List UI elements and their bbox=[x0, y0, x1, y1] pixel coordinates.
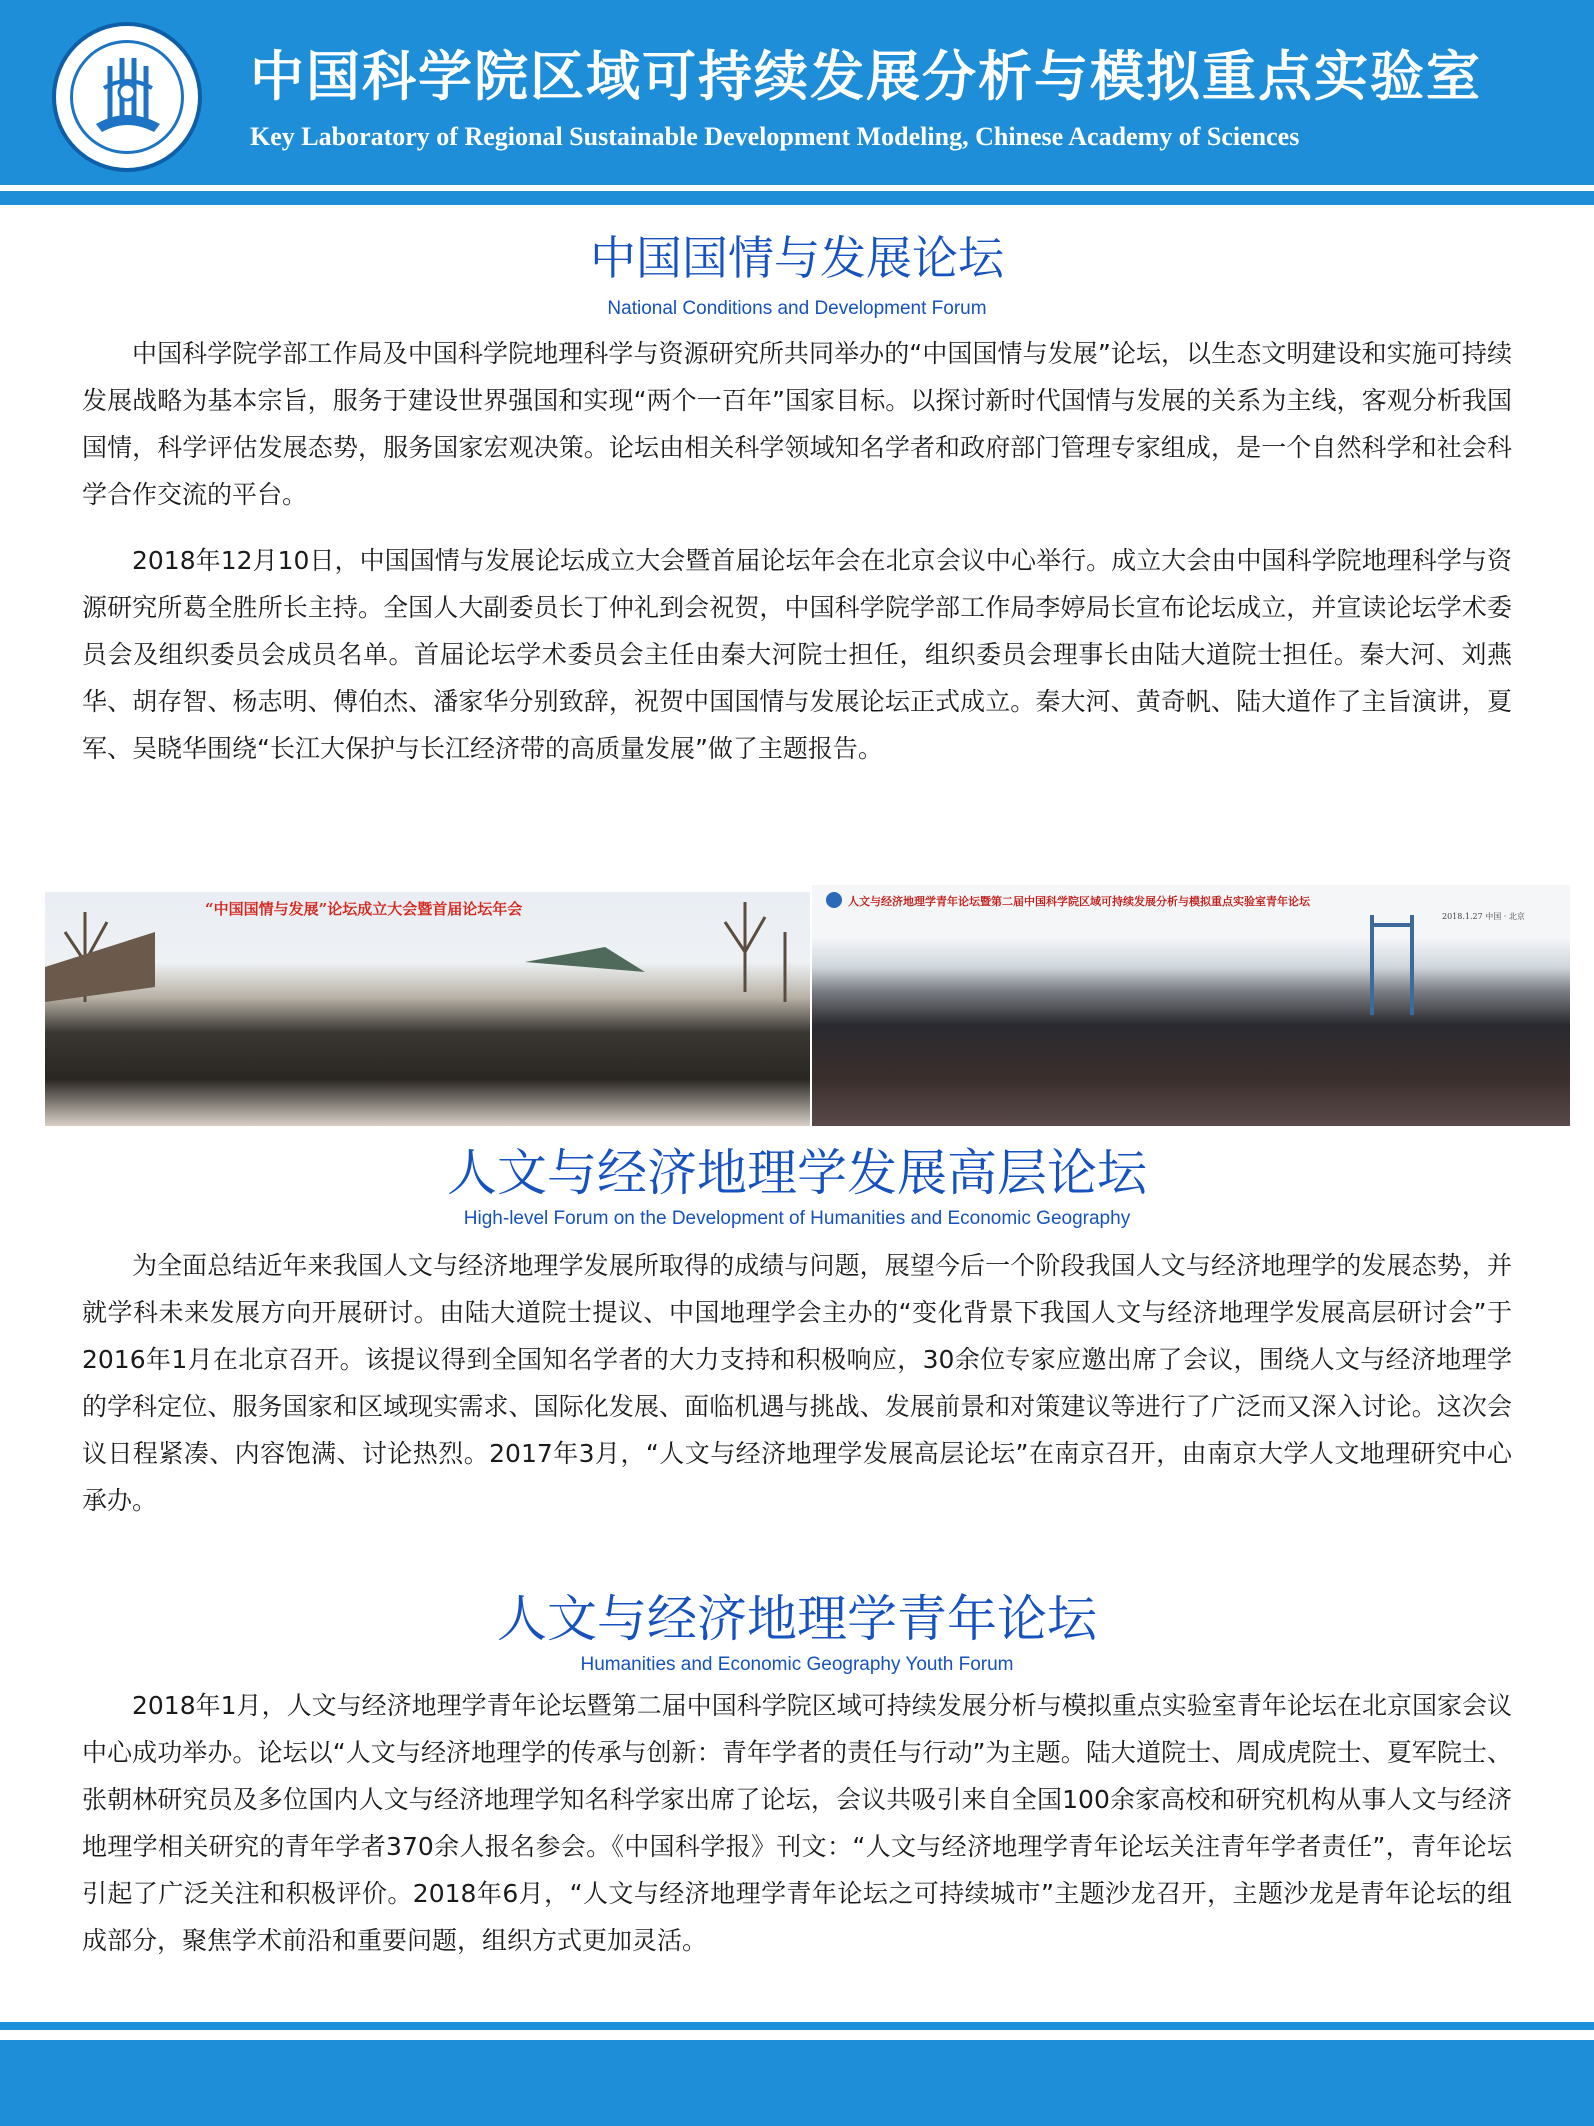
header-title-en: Key Laboratory of Regional Sustainable Development Modeling, Chinese Academy of Sciences bbox=[250, 122, 1300, 151]
page-header bbox=[0, 0, 1594, 185]
section3-title: 人文与经济地理学青年论坛 bbox=[497, 1590, 1097, 1648]
section2-title: 人文与经济地理学发展高层论坛 bbox=[447, 1144, 1147, 1202]
footer-divider bbox=[0, 2022, 1594, 2030]
section2-subtitle: High-level Forum on the Development of Humanities and Economic Geography bbox=[463, 1208, 1131, 1229]
left-photo-caption: “中国国情与发展”论坛成立大会暨首届论坛年会 bbox=[205, 900, 523, 918]
lab-emblem-logo bbox=[52, 22, 202, 172]
group-photo-left bbox=[45, 892, 810, 1126]
right-photo-caption: 人文与经济地理学青年论坛暨第二届中国科学院区域可持续发展分析与模拟重点实验室青年论坛 bbox=[848, 895, 1310, 908]
header-title-cn: 中国科学院区域可持续发展分析与模拟重点实验室 bbox=[250, 45, 1482, 108]
emblem-icon bbox=[56, 26, 198, 168]
section1-paragraph-1: 中国科学院学部工作局及中国科学院地理科学与资源研究所共同举办的“中国国情与发展”论坛，以生态文明建设和实施可持续发展战略为基本宗旨，服务于建设世界强国和实现“两个一百年”国家目标。以探讨新时代国情与发展的关系为主线，客观分析我国国情，科学评估发展态势，服务国家宏观决策。论坛由相关科学领域知名学者和政府部门管理专家组成，是一个自然科学和社会科学合作交流的平台。 bbox=[82, 339, 1512, 509]
section3-paragraph-1: 2018年1月，人文与经济地理学青年论坛暨第二届中国科学院区域可持续发展分析与模拟重点实验室青年论坛在北京国家会议中心成功举办。论坛以“人文与经济地理学的传承与创新：青年学者的责任与行动”为主题。陆大道院士、周成虎院士、夏军院士、张朝林研究员及多位国内人文与经济地理学知名科学家出席了论坛，会议共吸引来自全国100余家高校和研究机构从事人文与经济地理学相关研究的青年学者370余人报名参会。《中国科学报》刊文：“人文与经济地理学青年论坛关注青年学者责任”，青年论坛引起了广泛关注和积极评价。2018年6月，“人文与经济地理学青年论坛之可持续城市”主题沙龙召开，主题沙龙是青年论坛的组成部分，聚焦学术前沿和重要问题，组织方式更加灵活。 bbox=[82, 1691, 1512, 1955]
section3-subtitle: Humanities and Economic Geography Youth Forum bbox=[580, 1654, 1014, 1675]
section1-subtitle: National Conditions and Development Forum bbox=[607, 298, 987, 319]
right-photo-date: 2018.1.27 中国 · 北京 bbox=[1442, 912, 1525, 921]
section2-paragraph-1: 为全面总结近年来我国人文与经济地理学发展所取得的成绩与问题，展望今后一个阶段我国人文与经济地理学的发展态势，并就学科未来发展方向开展研讨。由陆大道院士提议、中国地理学会主办的“变化背景下我国人文与经济地理学发展高层研讨会”于2016年1月在北京召开。该提议得到全国知名学者的大力支持和积极响应，30余位专家应邀出席了会议，围绕人文与经济地理学的学科定位、服务国家和区域现实需求、国际化发展、面临机遇与挑战、发展前景和对策建议等进行了广泛而又深入讨论。这次会议日程紧凑、内容饱满、讨论热烈。2017年3月，“人文与经济地理学发展高层论坛”在南京召开，由南京大学人文地理研究中心承办。 bbox=[82, 1251, 1512, 1515]
section1-title: 中国国情与发展论坛 bbox=[590, 231, 1004, 285]
trees-silhouette bbox=[45, 892, 810, 1126]
header-divider-band bbox=[0, 191, 1594, 205]
section1-paragraph-2: 2018年12月10日，中国国情与发展论坛成立大会暨首届论坛年会在北京会议中心举行。成立大会由中国科学院地理科学与资源研究所葛全胜所长主持。全国人大副委员长丁仲礼到会祝贺，中国科学院学部工作局李婷局长宣布论坛成立，并宣读论坛学术委员会及组织委员会成员名单。首届论坛学术委员会主任由秦大河院士担任，组织委员会理事长由陆大道院士担任。秦大河、刘燕华、胡存智、杨志明、傅伯杰、潘家华分别致辞，祝贺中国国情与发展论坛正式成立。秦大河、黄奇帆、陆大道作了主旨演讲，夏军、吴晓华围绕“长江大保护与长江经济带的高质量发展”做了主题报告。 bbox=[82, 546, 1512, 763]
page-footer bbox=[0, 2040, 1594, 2126]
